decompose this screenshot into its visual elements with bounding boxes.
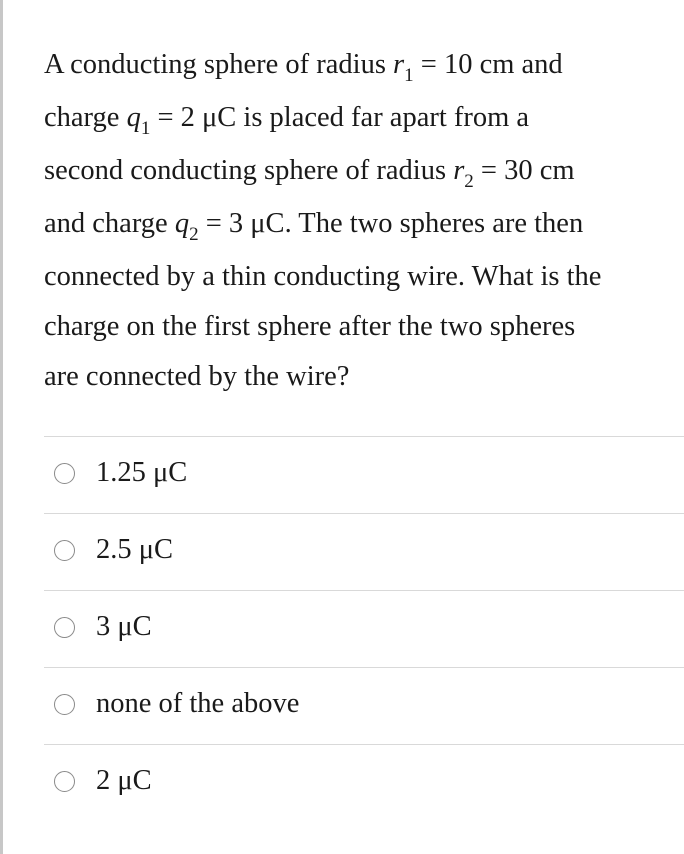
question-line: connected by a thin conducting wire. What is the [44,261,602,292]
frame-left-border [0,0,3,854]
variable-r: $r_2$ [453,155,474,192]
answer-option-3[interactable] [44,590,684,667]
question-line: charge on the first sphere after the two spheres [44,311,576,342]
radio-unselected-icon[interactable] [54,540,75,561]
radio-unselected-icon[interactable] [54,617,75,638]
radio-unselected-icon[interactable] [54,771,75,792]
question-text [44,40,674,402]
answer-option-4[interactable] [44,667,684,744]
radio-unselected-icon[interactable] [54,463,75,484]
question-line: second conducting sphere of radius $r_2 = 30$ cm [44,155,575,192]
answer-option-label: none of the above [96,688,300,719]
answer-option-1[interactable] [44,436,684,513]
answer-option-2[interactable] [44,513,684,590]
variable-q: $q_2$ [174,208,199,245]
variable-r: $r_1$ [393,49,414,86]
answer-option-label: 2.5 μC [96,534,174,565]
question-line: and charge $q_2 = 3$ μC. The two spheres are then [44,208,584,245]
answer-options [44,436,684,821]
variable-q: $q_1$ [126,102,151,139]
answer-option-label: 2 μC [96,765,152,796]
answer-option-label: 1.25 μC [96,457,188,488]
question-line: charge $q_1 = 2$ μC is placed far apart from a [44,102,530,139]
question-line: A conducting sphere of radius $r_1 = 10$ cm and [44,49,563,86]
question-line: are connected by the wire? [44,361,350,392]
answer-option-5[interactable] [44,744,684,821]
radio-unselected-icon[interactable] [54,694,75,715]
answer-option-label: 3 μC [96,611,152,642]
